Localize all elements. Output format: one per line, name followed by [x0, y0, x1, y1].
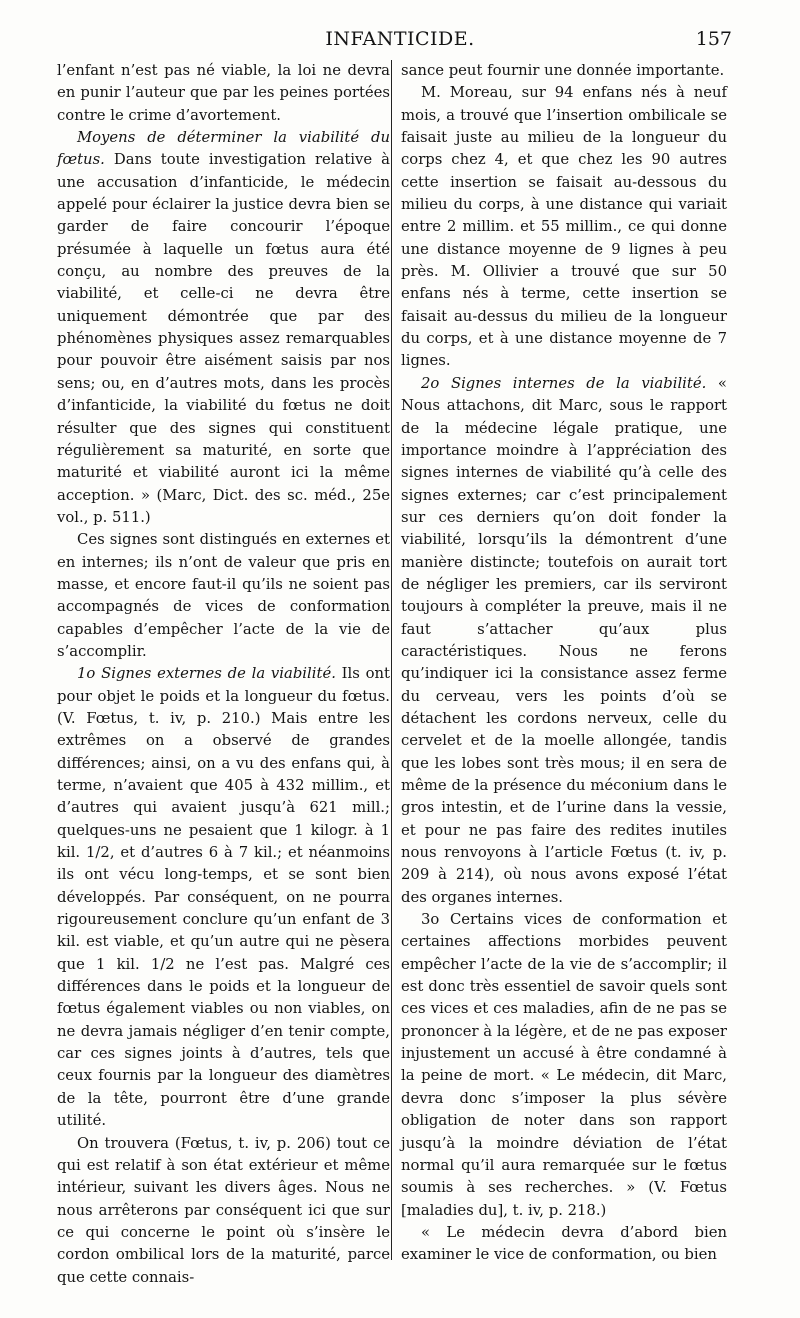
paragraph — [57, 127, 390, 529]
paragraph: Ces signes sont distingués en externes et en internes; ils n’ont de valeur que pris en masse, et encore faut-il qu’ils ne soient pas accompagnés de vices de conformation capables d’empêcher l’acte de la vie de s’accomplir. — [57, 531, 390, 660]
section-heading: 2o Signes internes de la viabilité. — [421, 374, 707, 392]
right-column — [401, 60, 727, 1267]
section-heading: 1o Signes externes de la viabilité. — [77, 665, 336, 683]
paragraph-text: Ils ont pour objet le poids et la longueur du fœtus. (V. Fœtus, t. iv, p. 210.) Mais entre les extrêmes on a observé de grandes différences; ainsi, on a vu des enfans qui, à terme, n’avaient que 405 à 432 millim., et d’autres qui avaient jusqu’à 621 mill.; quelques-uns ne pesaient que 1 kilogr. à 1 kil. 1/2, et d’autres 6 à 7 kil.; et néanmoins ils ont vécu long-temps, et se sont bien développés. Par conséquent, on ne pourra rigoureusement conclure qu’un enfant de 3 kil. est viable, et qu’un autre qui ne pèsera que 1 kil. 1/2 ne l’est pas. Malgré ces différences dans le poids et la longueur de fœtus également viables ou non viables, on ne devra jamais négliger d’en tenir compte, car ces signes joints à d’autres, tels que ceux fournis par la longueur des diamètres de la tête, pourront être d’une grande utilité. — [57, 665, 390, 1130]
paragraph: M. Moreau, sur 94 enfans nés à neuf mois, a trouvé que l’insertion ombilicale se faisait juste au milieu de la longueur du corps chez 4, et que chez les 90 autres cette insertion se faisait au-dessous du milieu du corps, à une distance qui variait entre 2 millim. et 55 millim., ce qui donne une distance moyenne de 9 lignes à peu près. M. Ollivier a trouvé que sur 50 enfans nés à terme, cette insertion se faisait au-dessus du milieu de la longueur du corps, et à une distance moyenne de 7 lignes. — [401, 84, 727, 370]
paragraph: 3o Certains vices de conformation et certaines affections morbides peuvent empêcher l’acte de la vie de s’accomplir; il est donc très essentiel de savoir quels sont ces vices et ces maladies, afin de ne pas se prononcer à la légère, et de ne pas exposer injustement un accusé à être condamné à la peine de mort. « Le médecin, dit Marc, devra donc s’imposer la plus sévère obligation de noter dans son rapport jusqu’à la moindre déviation de l’état normal qu’il aura remarquée sur le fœtus soumis à ses recherches. » (V. Fœtus [maladies du], t. iv, p. 218.) — [401, 911, 727, 1219]
section-heading: Moyens de déterminer la viabilité du fœtus. — [57, 129, 390, 169]
page-number: 157 — [695, 28, 732, 50]
left-column — [57, 60, 390, 1289]
paragraph: « Le médecin devra d’abord bien examiner le vice de conformation, ou bien — [401, 1223, 727, 1264]
paragraph: sance peut fournir une donnée importante. — [401, 62, 725, 79]
column-divider — [391, 60, 392, 1260]
paragraph-text: Dans toute investigation relative à une accusation d’infanticide, le médecin appelé pour éclairer la justice devra bien se garder de faire concourir l’époque présumée à laquelle un fœtus aura été conçu, au nombre des preuves de la viabilité, et celle-ci ne devra être uniquement démontrée que par des phénomènes physiques assez remarquables pour pouvoir être aisément saisis par nos sens; ou, en d’autres mots, dans les procès d’infanticide, la viabilité du fœtus ne doit résulter que des signes qui constituent régulièrement sa maturité, en sorte que maturité et viabilité auront ici la même acception. » (Marc, Dict. des sc. méd., 25e vol., p. 511.) — [57, 151, 390, 526]
paragraph: l’enfant n’est pas né viable, la loi ne devra en punir l’auteur que par les peines portées contre le crime d’avortement. — [57, 62, 390, 124]
running-header — [0, 28, 800, 54]
paragraph-text: « Nous attachons, dit Marc, sous le rapport de la médecine légale pratique, une importance moindre à l’appréciation des signes internes de viabilité qu’à celle des signes externes; car c’est principalement sur ces derniers qu’on doit fonder la viabilité, lorsqu’ils la démontrent d’une manière distincte; toutefois on aurait tort de négliger les premiers, car ils serviront toujours à compléter la preuve, mais il ne faut s’attacher qu’aux plus caractéristiques. Nous ne ferons qu’indiquer ici la consistance assez ferme du cerveau, vers les points d’où se détachent les cordons nerveux, celle du cervelet et de la moelle allongée, tandis que les lobes sont très mous; il en sera de même de la présence du méconium dans le gros intestin, et de l’urine dans la vessie, et pour ne pas faire des redites inutiles nous renvoyons à l’article Fœtus (t. iv, p. 209 à 214), où nous avons exposé l’état des organes internes. — [401, 374, 727, 906]
running-title: INFANTICIDE. — [325, 28, 475, 50]
paragraph: On trouvera (Fœtus, t. iv, p. 206) tout ce qui est relatif à son état extérieur et même intérieur, suivant les divers âges. Nous ne nous arrêterons par conséquent ici que sur ce qui concerne le point où s’insère le cordon ombilical lors de la maturité, parce que cette connais- — [57, 1134, 390, 1286]
paragraph — [401, 373, 727, 909]
paragraph — [57, 663, 390, 1132]
